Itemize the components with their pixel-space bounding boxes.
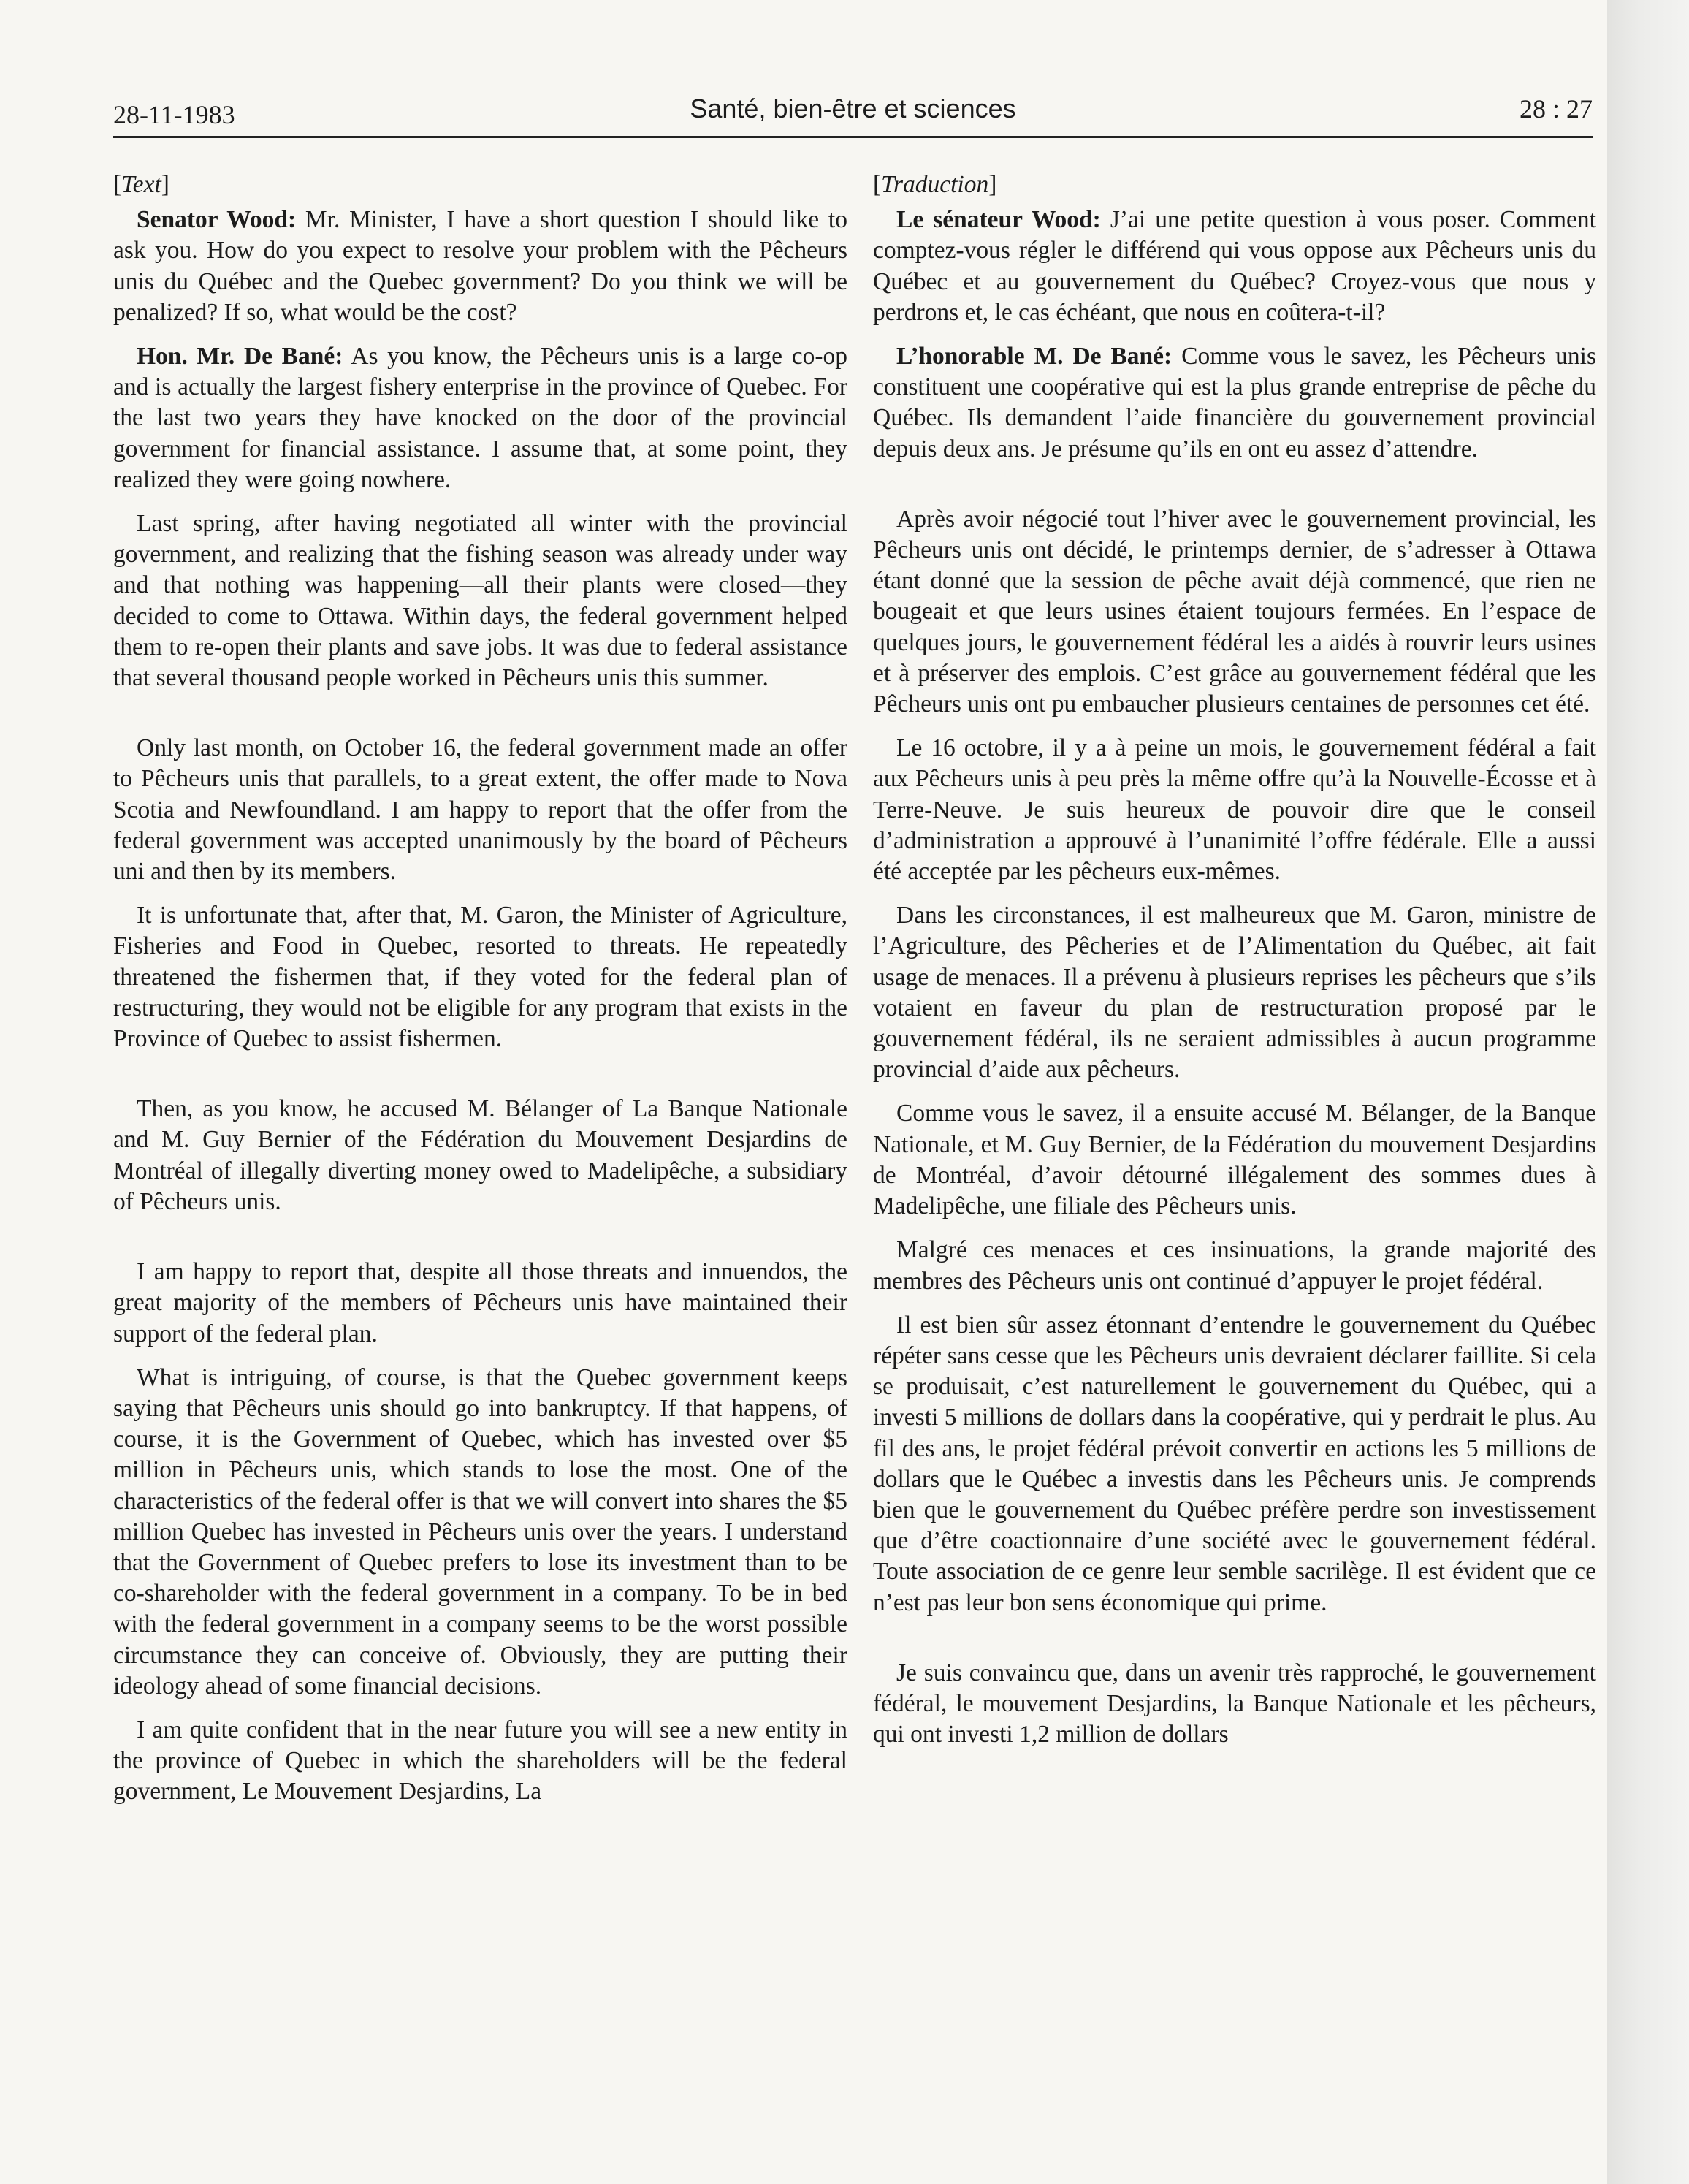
french-column (873, 170, 1596, 1763)
paragraph: What is intriguing, of course, is that the Quebec government keeps saying that Pêcheurs unis should go into bankruptcy. If that happens, of course, it is the Government of Quebec, which has invested over $5 million in Pêcheurs unis, which stands to lose the most. One of the characteristics of the federal offer is that we will convert into shares the $5 million Quebec has invested in Pêcheurs unis over the years. I understand that the Government of Quebec prefers to lose its investment than to be co-shareholder with the federal government in a company. To be in bed with the federal government in a company seems to be the worst possible circumstance they can conceive of. Obviously, they are putting their ideology ahead of some financial decisions. (113, 1363, 847, 1700)
paragraph: I am happy to report that, despite all those threats and innuendos, the great majority of the members of Pêcheurs unis have maintained their support of the federal plan. (113, 1258, 847, 1347)
page-edge (1607, 0, 1689, 2184)
paragraph: Il est bien sûr assez étonnant d’entendre le gouvernement du Québec répéter sans cesse que les Pêcheurs unis devraient déclarer faillite. Si cela se produisait, c’est naturellement le gouvernement du Québec, qui a investi 5 millions de dollars dans la coopérative, qui y perdrait le plus. Au fil des ans, le projet fédéral prévoit convertir en actions les 5 millions de dollars que le Québec a investis dans les Pêcheurs unis. Je comprends bien que le gouvernement du Québec préfère perdre son investissement que d’être coactionnaire d’une société avec le gouvernement fédéral. Toute association de ce genre leur semble sacrilège. Il est évident que ce n’est pas leur bon sens économique qui prime. (873, 1311, 1596, 1616)
paragraph: I am quite confident that in the near future you will see a new entity in the province of Quebec in which the shareholders will be the federal government, Le Mouvement Desjardins, La (113, 1716, 847, 1806)
speaker-name: L’honorable M. De Bané: (896, 343, 1173, 370)
paragraph: Then, as you know, he accused M. Bélanger of La Banque Nationale and M. Guy Bernier of the Fédération du Mouvement Desjardins de Montréal of illegally diverting money owed to Madelipêche, a subsidiary of Pêcheurs unis. (113, 1095, 847, 1215)
paragraph: Après avoir négocié tout l’hiver avec le gouvernement provincial, les Pêcheurs unis ont décidé, le printemps dernier, de s’adresser à Ottawa étant donné que la session de pêche avait déjà commencé, que rien ne bougeait et que leurs usines étaient toujours fermées. En l’espace de quelques jours, le gouvernement fédéral les a aidés à rouvrir leurs usines et à préserver des emplois. C’est grâce au gouvernement fédéral que les Pêcheurs unis ont pu embaucher plusieurs centaines de personnes cet été. (873, 505, 1596, 718)
paragraph: It is unfortunate that, after that, M. Garon, the Minister of Agriculture, Fisheries and Food in Quebec, resorted to threats. He repeatedly threatened the fishermen that, if they voted for the federal plan of restructuring, they would not be eligible for any program that exists in the Province of Quebec to assist fishermen. (113, 902, 847, 1053)
paragraph: Senator Wood: Mr. Minister, I have a short question I should like to ask you. How do you expect to resolve your problem with the Pêcheurs unis du Québec and the Quebec government? Do you think we will be penalized? If so, what would be the cost? (113, 206, 847, 326)
paragraph: Comme vous le savez, il a ensuite accusé M. Bélanger, de la Banque Nationale, et M. Guy Bernier, de la Fédération du mouvement Desjardins de Montréal, d’avoir détourné illégalement des sommes dues à Madelipêche, une filiale des Pêcheurs unis. (873, 1100, 1596, 1220)
speaker-name: Hon. Mr. De Bané: (137, 343, 343, 370)
paragraph: Je suis convaincu que, dans un avenir très rapproché, le gouvernement fédéral, le mouvement Desjardins, la Banque Nationale et les pêcheurs, qui ont investi 1,2 million de dollars (873, 1659, 1596, 1749)
paragraph: Le 16 octobre, il y a à peine un mois, le gouvernement fédéral a fait aux Pêcheurs unis à peu près la même offre qu’à la Nouvelle-Écosse et à Terre-Neuve. Je suis heureux de pouvoir dire que le conseil d’administration a approuvé à l’unanimité l’offre fédérale. Elle a aussi été acceptée par les pêcheurs eux-mêmes. (873, 734, 1596, 886)
paragraph: Malgré ces menaces et ces insinuations, la grande majorité des membres des Pêcheurs unis ont continué d’appuyer le projet fédéral. (873, 1236, 1596, 1295)
paragraph: L’honorable M. De Bané: Comme vous le savez, les Pêcheurs unis constituent une coopérative qui est la plus grande entreprise de pêche du Québec. Ils demandent l’aide financière du gouvernement provincial depuis deux ans. Je présume qu’ils en ont eu assez d’attendre. (873, 343, 1596, 463)
header-title: Santé, bien-être et sciences (690, 94, 1016, 123)
paragraph: Last spring, after having negotiated all winter with the provincial government, and realizing that the fishing season was already under way and that nothing was happening—all their plants were closed—they decided to come to Ottawa. Within days, the federal government helped them to re-open their plants and save jobs. It was due to federal assistance that several thousand people worked in Pêcheurs unis this summer. (113, 510, 847, 692)
header-page-number: 28 : 27 (1519, 94, 1593, 123)
speaker-name: Le sénateur Wood: (896, 206, 1101, 234)
english-column (113, 170, 847, 1821)
page-header (113, 89, 1593, 138)
header-date: 28-11-1983 (113, 100, 235, 129)
section-label: [Text] (113, 171, 169, 198)
paragraph: Dans les circonstances, il est malheureux que M. Garon, ministre de l’Agriculture, des Pêcheries et de l’Alimentation du Québec, ait fait usage de menaces. Il a prévenu à plusieurs reprises les pêcheurs que s’ils votaient en faveur du plan de restructuration proposé par le gouvernement fédéral, ils ne seraient admissibles à aucun programme provincial d’aide aux pêcheurs. (873, 902, 1596, 1084)
paragraph: Hon. Mr. De Bané: As you know, the Pêcheurs unis is a large co-op and is actually the largest fishery enterprise in the province of Quebec. For the last two years they have knocked on the door of the provincial government for financial assistance. I assume that, at some point, they realized they were going nowhere. (113, 343, 847, 493)
section-label: [Traduction] (873, 171, 997, 198)
speaker-name: Senator Wood: (137, 206, 297, 234)
paragraph: Only last month, on October 16, the federal government made an offer to Pêcheurs unis that parallels, to a great extent, the offer made to Nova Scotia and Newfoundland. I am happy to report that the offer from the federal government was accepted unanimously by the board of Pêcheurs uni and then by its members. (113, 734, 847, 886)
paragraph: Le sénateur Wood: J’ai une petite question à vous poser. Comment comptez-vous régler le différend qui vous oppose aux Pêcheurs unis du Québec et au gouvernement du Québec? Croyez-vous que nous y perdrons et, le cas échéant, que nous en coûtera-t-il? (873, 206, 1596, 326)
